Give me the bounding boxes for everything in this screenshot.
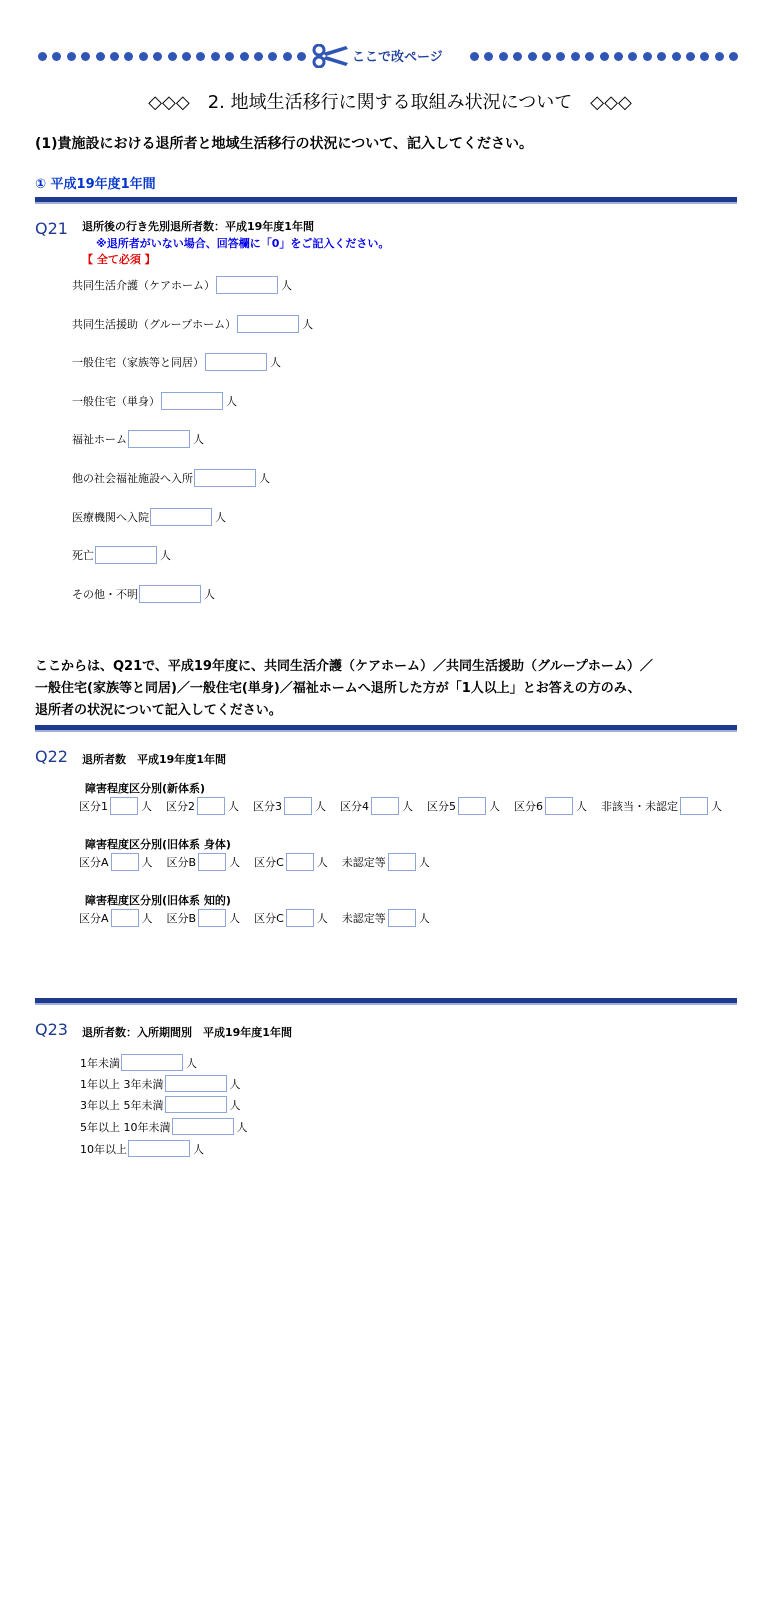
q22-cell — [79, 797, 152, 815]
category-label: 区分C — [254, 912, 284, 925]
scissors-icon — [310, 44, 350, 68]
unit-label: 人 — [160, 549, 171, 562]
unit-label: 人 — [193, 433, 204, 446]
unit-label: 人 — [402, 800, 413, 813]
count-input[interactable] — [205, 353, 267, 371]
q21-field-row — [72, 276, 292, 294]
dot — [225, 52, 234, 61]
count-input[interactable] — [172, 1118, 234, 1135]
page-break-label: ここで改ページ — [352, 50, 443, 65]
q21-field-row — [72, 430, 204, 448]
dot — [139, 52, 148, 61]
q23-number: Q23 — [35, 1020, 68, 1039]
dot — [600, 52, 609, 61]
count-input[interactable] — [139, 585, 201, 603]
unit-label: 人 — [316, 856, 328, 869]
dot — [484, 52, 493, 61]
dot — [52, 52, 61, 61]
dot — [628, 52, 637, 61]
q22-group-row — [79, 909, 444, 927]
dot — [211, 52, 220, 61]
dot — [686, 52, 695, 61]
dot — [614, 52, 623, 61]
count-input[interactable] — [458, 797, 486, 815]
dot — [585, 52, 594, 61]
dot — [240, 52, 249, 61]
q21-note: ※退所者がいない場合、回答欄に「0」をご記入ください。 — [96, 237, 390, 250]
category-label: 非該当・未認定 — [601, 800, 678, 813]
q22-cell — [167, 853, 241, 871]
field-label: その他・不明 — [72, 588, 138, 601]
q21-title: 退所後の行き先別退所者数：平成19年度1年間 — [82, 220, 314, 233]
q22-group-heading: 障害程度区分別(旧体系 身体) — [85, 838, 231, 851]
q21-field-row — [72, 546, 171, 564]
dot — [499, 52, 508, 61]
count-input[interactable] — [194, 469, 256, 487]
unit-label: 人 — [302, 318, 314, 331]
q23-field-row — [80, 1140, 204, 1157]
q23-title: 退所者数：入所期間別 平成19年度1年間 — [82, 1026, 292, 1039]
category-label: 区分B — [166, 912, 197, 925]
count-input[interactable] — [371, 797, 399, 815]
category-label: 区分A — [79, 856, 109, 869]
q21-field-row — [72, 469, 270, 487]
q22-cell — [514, 797, 587, 815]
q23-field-row — [80, 1054, 197, 1071]
unit-label: 人 — [229, 912, 241, 925]
count-input[interactable] — [150, 508, 212, 526]
category-label: 区分1 — [79, 800, 108, 813]
category-label: 区分A — [79, 912, 109, 925]
unit-label: 人 — [193, 1142, 204, 1156]
divider-rule — [35, 998, 737, 1005]
q21-field-row — [72, 508, 226, 526]
unit-label: 人 — [229, 856, 241, 869]
dot — [196, 52, 205, 61]
field-label: 一般住宅（単身） — [72, 395, 160, 408]
divider-rule — [35, 725, 737, 732]
unit-label: 人 — [418, 856, 430, 869]
dot — [67, 52, 76, 61]
unit-label: 人 — [141, 800, 152, 813]
q21-field-row — [72, 353, 281, 371]
unit-label: 人 — [259, 472, 270, 485]
unit-label: 人 — [316, 912, 328, 925]
count-input[interactable] — [128, 1140, 190, 1157]
category-label: 区分6 — [514, 800, 543, 813]
count-input[interactable] — [388, 853, 416, 871]
dot — [124, 52, 133, 61]
count-input[interactable] — [237, 315, 299, 333]
unit-label: 人 — [236, 1120, 248, 1134]
q22-number: Q22 — [35, 747, 68, 766]
unit-label: 人 — [141, 856, 153, 869]
field-label: 10年以上 — [80, 1142, 127, 1156]
unit-label: 人 — [141, 912, 153, 925]
q22-cell — [340, 797, 413, 815]
dot — [556, 52, 565, 61]
field-label: 福祉ホーム — [72, 433, 127, 446]
category-label: 未認定等 — [341, 856, 386, 869]
dot — [153, 52, 162, 61]
dot — [283, 52, 292, 61]
q21-field-row — [72, 315, 313, 333]
field-label: 5年以上 10年未満 — [80, 1120, 171, 1134]
field-label: 1年未満 — [80, 1056, 120, 1070]
dot — [110, 52, 119, 61]
dot — [729, 52, 738, 61]
instruction-line: 退所者の状況について記入してください。 — [35, 703, 282, 718]
q22-cell — [254, 853, 328, 871]
instruction-line: 一般住宅(家族等と同居)／一般住宅(単身)／福祉ホームへ退所した方が「1人以上」とお答えの方のみ、 — [35, 681, 641, 696]
count-input[interactable] — [545, 797, 573, 815]
count-input[interactable] — [111, 853, 139, 871]
count-input[interactable] — [216, 276, 278, 294]
unit-label: 人 — [489, 800, 500, 813]
unit-label: 人 — [315, 800, 326, 813]
q22-cell — [342, 853, 430, 871]
dot — [168, 52, 177, 61]
field-label: 一般住宅（家族等と同居） — [72, 356, 204, 369]
dot — [700, 52, 709, 61]
instruction-line: ここからは、Q21で、平成19年度に、共同生活介護（ケアホーム）／共同生活援助（グループホーム）／ — [35, 659, 653, 674]
q22-cell — [79, 909, 153, 927]
unit-label: 人 — [228, 800, 239, 813]
q21-field-row — [72, 585, 215, 603]
dot — [513, 52, 522, 61]
field-label: 共同生活介護（ケアホーム） — [72, 279, 215, 292]
divider-rule — [35, 197, 737, 204]
count-input[interactable] — [198, 909, 226, 927]
dot — [81, 52, 90, 61]
q22-group-heading: 障害程度区分別(新体系) — [85, 782, 206, 795]
q22-cell — [342, 909, 430, 927]
count-input[interactable] — [110, 797, 138, 815]
dot — [715, 52, 724, 61]
category-label: 区分5 — [427, 800, 456, 813]
q22-cell — [167, 909, 241, 927]
category-label: 未認定等 — [341, 912, 386, 925]
unit-label: 人 — [226, 395, 237, 408]
category-label: 区分2 — [166, 800, 195, 813]
q23-field-row — [80, 1118, 248, 1135]
count-input[interactable] — [111, 909, 139, 927]
count-input[interactable] — [165, 1096, 227, 1113]
dot — [254, 52, 263, 61]
q22-cell — [601, 797, 722, 815]
unit-label: 人 — [711, 800, 722, 813]
q22-cell — [253, 797, 326, 815]
field-label: 医療機関へ入院 — [72, 511, 149, 524]
category-label: 区分4 — [340, 800, 369, 813]
dot — [297, 52, 306, 61]
unit-label: 人 — [215, 511, 226, 524]
q22-cell — [166, 797, 239, 815]
field-label: 他の社会福祉施設へ入所 — [72, 472, 193, 485]
dot — [182, 52, 191, 61]
category-label: 区分3 — [253, 800, 282, 813]
q22-title: 退所者数 平成19年度1年間 — [82, 753, 226, 766]
count-input[interactable] — [165, 1075, 227, 1092]
count-input[interactable] — [286, 909, 314, 927]
page-break-dots-right — [470, 52, 740, 62]
unit-label: 人 — [229, 1077, 241, 1091]
count-input[interactable] — [121, 1054, 183, 1071]
field-label: 3年以上 5年未満 — [80, 1098, 164, 1112]
dot — [470, 52, 479, 61]
category-label: 区分B — [166, 856, 197, 869]
dot — [672, 52, 681, 61]
category-label: 区分C — [254, 856, 284, 869]
unit-label: 人 — [281, 279, 292, 292]
dot — [528, 52, 537, 61]
q21-required: 【 全て必須 】 — [82, 253, 156, 266]
q22-group-row — [79, 797, 736, 815]
unit-label: 人 — [418, 912, 430, 925]
dot — [38, 52, 47, 61]
dot — [571, 52, 580, 61]
q22-group-row — [79, 853, 444, 871]
dot — [643, 52, 652, 61]
dot — [542, 52, 551, 61]
dot — [657, 52, 666, 61]
count-input[interactable] — [197, 797, 225, 815]
unit-label: 人 — [186, 1056, 197, 1070]
field-label: 共同生活援助（グループホーム） — [72, 318, 237, 331]
section-intro: (1)貴施設における退所者と地域生活移行の状況について、記入してください。 — [35, 136, 533, 152]
field-label: 1年以上 3年未満 — [80, 1077, 164, 1091]
unit-label: 人 — [270, 356, 281, 369]
count-input[interactable] — [161, 392, 223, 410]
count-input[interactable] — [388, 909, 416, 927]
q23-field-row — [80, 1096, 241, 1113]
field-label: 死亡 — [72, 549, 94, 562]
q21-field-row — [72, 392, 237, 410]
section-title: ◇◇◇ 2. 地域生活移行に関する取組み状況について ◇◇◇ — [148, 92, 632, 113]
count-input[interactable] — [680, 797, 708, 815]
count-input[interactable] — [198, 853, 226, 871]
dot — [268, 52, 277, 61]
count-input[interactable] — [128, 430, 190, 448]
unit-label: 人 — [229, 1098, 241, 1112]
count-input[interactable] — [95, 546, 157, 564]
unit-label: 人 — [204, 588, 215, 601]
count-input[interactable] — [284, 797, 312, 815]
unit-label: 人 — [576, 800, 587, 813]
q22-cell — [427, 797, 500, 815]
q21-number: Q21 — [35, 219, 68, 238]
instruction-paragraph — [35, 656, 755, 722]
page-break-dots-left — [38, 52, 308, 62]
q22-cell — [254, 909, 328, 927]
q22-cell — [79, 853, 153, 871]
dot — [96, 52, 105, 61]
q22-group-heading: 障害程度区分別(旧体系 知的) — [85, 894, 231, 907]
q23-field-row — [80, 1075, 241, 1092]
count-input[interactable] — [286, 853, 314, 871]
sub-heading: ① 平成19年度1年間 — [35, 177, 156, 192]
